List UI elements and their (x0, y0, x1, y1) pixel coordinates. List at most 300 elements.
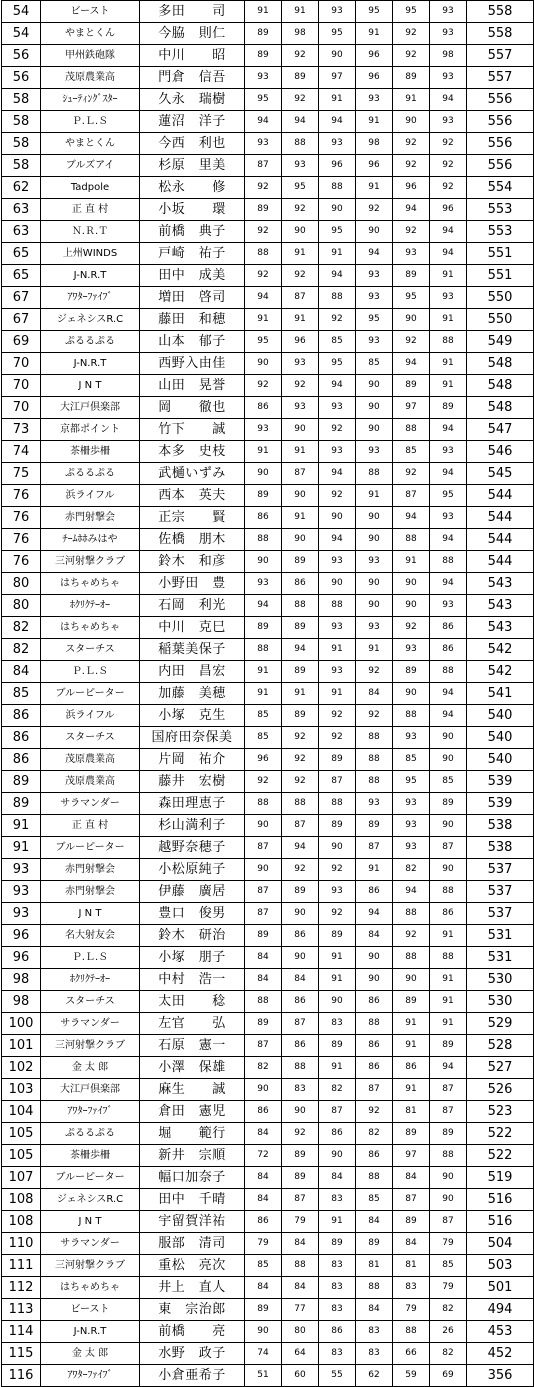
shooter-name-cell: 西本 英夫 (140, 485, 245, 507)
team-cell: Ｐ.Ｌ.Ｓ (41, 947, 140, 969)
score-cell: 64 (282, 1343, 319, 1365)
score-cell: 80 (282, 1321, 319, 1343)
score-cell: 92 (430, 155, 467, 177)
score-cell: 26 (430, 1321, 467, 1343)
score-cell: 94 (282, 837, 319, 859)
team-cell: 浜ライフル (41, 705, 140, 727)
score-cell: 84 (319, 1167, 356, 1189)
shooter-name-cell: 西野入由佳 (140, 353, 245, 375)
table-row (2, 1277, 534, 1299)
score-cell: 84 (245, 1167, 282, 1189)
rank-cell: 86 (2, 705, 41, 727)
score-cell: 87 (430, 1079, 467, 1101)
rank-cell: 93 (2, 903, 41, 925)
team-cell: 赤門射撃会 (41, 507, 140, 529)
rank-cell: 105 (2, 1145, 41, 1167)
rank-cell: 70 (2, 353, 41, 375)
score-cell: 83 (356, 1321, 393, 1343)
score-cell: 91 (356, 485, 393, 507)
table-row (2, 155, 534, 177)
table-row (2, 727, 534, 749)
score-cell: 89 (430, 793, 467, 815)
score-cell: 62 (356, 1365, 393, 1387)
team-cell: J-N.R.T (41, 1321, 140, 1343)
score-cell: 91 (282, 243, 319, 265)
score-cell: 84 (245, 969, 282, 991)
team-cell: ｱﾜﾀｰﾌｧｲﾌﾞ (41, 1101, 140, 1123)
total-cell: 550 (467, 287, 534, 309)
shooter-name-cell: 武樋いずみ (140, 463, 245, 485)
rank-cell: 93 (2, 859, 41, 881)
total-cell: 523 (467, 1101, 534, 1123)
rank-cell: 108 (2, 1211, 41, 1233)
score-cell: 82 (245, 1057, 282, 1079)
table-row (2, 551, 534, 573)
team-cell: Ｐ.Ｌ.Ｓ (41, 661, 140, 683)
shooter-name-cell: 門倉 信吾 (140, 67, 245, 89)
score-cell: 86 (430, 903, 467, 925)
score-cell: 93 (245, 573, 282, 595)
table-row (2, 573, 534, 595)
score-cell: 93 (356, 441, 393, 463)
total-cell: 531 (467, 925, 534, 947)
total-cell: 526 (467, 1079, 534, 1101)
rank-cell: 102 (2, 1057, 41, 1079)
total-cell: 545 (467, 463, 534, 485)
score-cell: 88 (319, 287, 356, 309)
score-cell: 90 (319, 507, 356, 529)
team-cell: 茶柵歩柵 (41, 441, 140, 463)
score-cell: 86 (245, 507, 282, 529)
score-cell: 91 (282, 507, 319, 529)
score-cell: 86 (319, 1321, 356, 1343)
team-cell: 大江戸倶楽部 (41, 397, 140, 419)
table-row (2, 1123, 534, 1145)
table-row (2, 661, 534, 683)
score-cell: 93 (430, 595, 467, 617)
score-cell: 93 (430, 287, 467, 309)
shooter-name-cell: 小坂 環 (140, 199, 245, 221)
total-cell: 543 (467, 617, 534, 639)
table-row (2, 1299, 534, 1321)
score-cell: 97 (393, 397, 430, 419)
rank-cell: 65 (2, 243, 41, 265)
total-cell: 543 (467, 573, 534, 595)
team-cell: 三河射撃クラブ (41, 1035, 140, 1057)
score-cell: 87 (245, 155, 282, 177)
score-cell: 88 (319, 177, 356, 199)
rank-cell: 54 (2, 1, 41, 23)
shooter-name-cell: 豊口 俊男 (140, 903, 245, 925)
score-cell: 89 (393, 375, 430, 397)
score-cell: 95 (356, 309, 393, 331)
rank-cell: 73 (2, 419, 41, 441)
score-cell: 90 (393, 309, 430, 331)
rank-cell: 63 (2, 199, 41, 221)
score-cell: 90 (393, 595, 430, 617)
table-row (2, 177, 534, 199)
table-row (2, 1211, 534, 1233)
score-cell: 93 (393, 727, 430, 749)
score-cell: 92 (393, 463, 430, 485)
total-cell: 546 (467, 441, 534, 463)
score-cell: 91 (319, 947, 356, 969)
rank-cell: 67 (2, 309, 41, 331)
team-cell: スターチス (41, 991, 140, 1013)
rank-cell: 67 (2, 287, 41, 309)
team-cell: ブルーピーター (41, 683, 140, 705)
score-cell: 93 (356, 265, 393, 287)
score-cell: 88 (319, 793, 356, 815)
team-cell: Tadpole (41, 177, 140, 199)
score-cell: 96 (282, 331, 319, 353)
shooter-name-cell: 石原 憲一 (140, 1035, 245, 1057)
score-cell: 82 (430, 1343, 467, 1365)
score-cell: 89 (393, 1211, 430, 1233)
score-cell: 90 (319, 199, 356, 221)
score-cell: 84 (356, 1211, 393, 1233)
score-cell: 91 (319, 243, 356, 265)
table-row (2, 353, 534, 375)
table-row (2, 991, 534, 1013)
score-cell: 85 (393, 441, 430, 463)
total-cell: 548 (467, 353, 534, 375)
score-cell: 91 (319, 969, 356, 991)
table-row (2, 529, 534, 551)
score-cell: 90 (430, 749, 467, 771)
score-cell: 92 (282, 859, 319, 881)
score-cell: 97 (393, 1145, 430, 1167)
score-cell: 83 (356, 1343, 393, 1365)
table-row (2, 221, 534, 243)
score-cell: 89 (245, 925, 282, 947)
score-cell: 93 (319, 661, 356, 683)
rank-cell: 76 (2, 529, 41, 551)
team-cell: ﾎｸﾘｸﾃｰｵｰ (41, 595, 140, 617)
score-cell: 92 (245, 221, 282, 243)
team-cell: 名大射友会 (41, 925, 140, 947)
score-cell: 90 (356, 595, 393, 617)
team-cell: ブルズアイ (41, 155, 140, 177)
team-cell: 金 太 郎 (41, 1057, 140, 1079)
shooter-name-cell: 服部 清司 (140, 1233, 245, 1255)
score-cell: 91 (430, 969, 467, 991)
rank-cell: 86 (2, 749, 41, 771)
shooter-name-cell: 前橋 亮 (140, 1321, 245, 1343)
rank-cell: 80 (2, 595, 41, 617)
total-cell: 544 (467, 485, 534, 507)
results-rows (2, 1, 534, 1387)
score-cell: 86 (319, 1123, 356, 1145)
score-cell: 88 (282, 595, 319, 617)
score-cell: 79 (430, 1233, 467, 1255)
score-cell: 83 (319, 1277, 356, 1299)
shooter-name-cell: 新井 宗順 (140, 1145, 245, 1167)
score-cell: 90 (282, 1101, 319, 1123)
score-cell: 89 (282, 67, 319, 89)
score-cell: 91 (319, 639, 356, 661)
total-cell: 504 (467, 1233, 534, 1255)
score-cell: 85 (319, 331, 356, 353)
score-cell: 93 (245, 133, 282, 155)
table-row (2, 595, 534, 617)
score-cell: 96 (356, 67, 393, 89)
team-cell: 茂原農業高 (41, 67, 140, 89)
table-row (2, 419, 534, 441)
score-cell: 92 (245, 177, 282, 199)
score-cell: 86 (356, 1057, 393, 1079)
shooter-name-cell: 鈴木 研治 (140, 925, 245, 947)
score-cell: 92 (319, 903, 356, 925)
rank-cell: 63 (2, 221, 41, 243)
total-cell: 530 (467, 969, 534, 991)
rank-cell: 93 (2, 881, 41, 903)
table-row (2, 1079, 534, 1101)
score-cell: 92 (393, 133, 430, 155)
total-cell: 541 (467, 683, 534, 705)
total-cell: 540 (467, 727, 534, 749)
shooter-name-cell: 多田 司 (140, 1, 245, 23)
rank-cell: 96 (2, 947, 41, 969)
total-cell: 551 (467, 243, 534, 265)
score-cell: 93 (356, 617, 393, 639)
rank-cell: 100 (2, 1013, 41, 1035)
score-cell: 91 (430, 353, 467, 375)
rank-cell: 76 (2, 507, 41, 529)
total-cell: 494 (467, 1299, 534, 1321)
shooter-name-cell: 宇留賀洋祐 (140, 1211, 245, 1233)
rank-cell: 54 (2, 23, 41, 45)
score-cell: 90 (356, 507, 393, 529)
score-cell: 97 (319, 67, 356, 89)
rank-cell: 108 (2, 1189, 41, 1211)
score-cell: 83 (319, 1255, 356, 1277)
table-row (2, 1145, 534, 1167)
table-row (2, 903, 534, 925)
shooter-name-cell: 国府田奈保美 (140, 727, 245, 749)
table-row (2, 1101, 534, 1123)
score-cell: 93 (319, 1, 356, 23)
total-cell: 558 (467, 1, 534, 23)
table-row (2, 947, 534, 969)
shooter-name-cell: 中村 浩一 (140, 969, 245, 991)
team-cell: 金 太 郎 (41, 1343, 140, 1365)
score-cell: 88 (282, 793, 319, 815)
score-cell: 88 (430, 551, 467, 573)
table-row (2, 67, 534, 89)
score-cell: 93 (393, 837, 430, 859)
score-cell: 87 (282, 815, 319, 837)
score-cell: 89 (393, 1123, 430, 1145)
rank-cell: 104 (2, 1101, 41, 1123)
score-cell: 88 (356, 1013, 393, 1035)
score-cell: 91 (245, 1, 282, 23)
score-cell: 91 (430, 991, 467, 1013)
total-cell: 551 (467, 265, 534, 287)
rank-cell: 89 (2, 771, 41, 793)
score-cell: 83 (282, 1079, 319, 1101)
score-cell: 59 (393, 1365, 430, 1387)
total-cell: 452 (467, 1343, 534, 1365)
shooter-name-cell: 太田 稔 (140, 991, 245, 1013)
score-cell: 81 (393, 1101, 430, 1123)
score-cell: 92 (282, 749, 319, 771)
shooter-name-cell: 山田 晃誉 (140, 375, 245, 397)
table-row (2, 1189, 534, 1211)
score-cell: 88 (393, 705, 430, 727)
score-cell: 90 (430, 1189, 467, 1211)
total-cell: 516 (467, 1189, 534, 1211)
shooter-name-cell: 幅口加奈子 (140, 1167, 245, 1189)
score-cell: 92 (393, 617, 430, 639)
team-cell: ジェネシスR.C (41, 1189, 140, 1211)
score-cell: 93 (356, 331, 393, 353)
score-cell: 95 (393, 771, 430, 793)
score-cell: 87 (282, 1189, 319, 1211)
score-cell: 92 (282, 375, 319, 397)
score-cell: 90 (356, 969, 393, 991)
score-cell: 93 (430, 23, 467, 45)
score-cell: 91 (430, 375, 467, 397)
score-cell: 91 (356, 111, 393, 133)
score-cell: 88 (245, 243, 282, 265)
score-cell: 90 (356, 573, 393, 595)
rank-cell: 82 (2, 617, 41, 639)
team-cell: はちゃめちゃ (41, 573, 140, 595)
score-cell: 86 (282, 991, 319, 1013)
table-row (2, 1167, 534, 1189)
score-cell: 94 (356, 243, 393, 265)
shooter-name-cell: 重松 亮次 (140, 1255, 245, 1277)
score-cell: 94 (356, 903, 393, 925)
team-cell: サラマンダー (41, 1233, 140, 1255)
score-cell: 95 (393, 1, 430, 23)
rank-cell: 58 (2, 155, 41, 177)
score-cell: 91 (356, 23, 393, 45)
team-cell: ｼｭｰﾃｨﾝｸﾞｽﾀｰ (41, 89, 140, 111)
score-cell: 93 (319, 441, 356, 463)
rank-cell: 76 (2, 551, 41, 573)
score-cell: 86 (282, 573, 319, 595)
score-cell: 82 (319, 1079, 356, 1101)
rank-cell: 58 (2, 111, 41, 133)
rank-cell: 113 (2, 1299, 41, 1321)
team-cell: 浜ライフル (41, 485, 140, 507)
score-cell: 92 (319, 485, 356, 507)
score-cell: 91 (393, 1035, 430, 1057)
shooter-name-cell: 小塚 朋子 (140, 947, 245, 969)
score-cell: 72 (245, 1145, 282, 1167)
table-row (2, 23, 534, 45)
rank-cell: 56 (2, 67, 41, 89)
team-cell: やまとくん (41, 23, 140, 45)
score-cell: 96 (245, 749, 282, 771)
rank-cell: 80 (2, 573, 41, 595)
score-cell: 89 (319, 1233, 356, 1255)
score-cell: 84 (282, 1233, 319, 1255)
score-cell: 89 (319, 1035, 356, 1057)
score-cell: 90 (319, 837, 356, 859)
score-cell: 83 (393, 1277, 430, 1299)
score-cell: 91 (356, 859, 393, 881)
score-cell: 91 (430, 309, 467, 331)
score-cell: 84 (245, 1123, 282, 1145)
score-cell: 92 (282, 727, 319, 749)
score-cell: 84 (245, 1277, 282, 1299)
score-cell: 91 (356, 639, 393, 661)
team-cell: はちゃめちゃ (41, 617, 140, 639)
score-cell: 94 (393, 353, 430, 375)
score-cell: 85 (356, 1189, 393, 1211)
score-cell: 95 (282, 177, 319, 199)
score-cell: 87 (282, 463, 319, 485)
score-cell: 93 (356, 793, 393, 815)
score-cell: 95 (319, 23, 356, 45)
table-row (2, 969, 534, 991)
total-cell: 537 (467, 903, 534, 925)
score-cell: 88 (430, 331, 467, 353)
score-cell: 88 (356, 727, 393, 749)
rank-cell: 112 (2, 1277, 41, 1299)
score-cell: 88 (430, 881, 467, 903)
score-cell: 88 (356, 1167, 393, 1189)
score-cell: 89 (282, 551, 319, 573)
score-cell: 90 (282, 903, 319, 925)
score-cell: 93 (393, 793, 430, 815)
score-cell: 96 (356, 155, 393, 177)
score-cell: 92 (245, 265, 282, 287)
shooter-name-cell: 今脇 則仁 (140, 23, 245, 45)
score-cell: 90 (319, 991, 356, 1013)
score-cell: 86 (356, 1035, 393, 1057)
team-cell: ﾁｰﾑﾎﾎみはや (41, 529, 140, 551)
shooter-name-cell: 増田 啓司 (140, 287, 245, 309)
rank-cell: 86 (2, 727, 41, 749)
score-cell: 94 (430, 573, 467, 595)
shooter-name-cell: 中川 克巳 (140, 617, 245, 639)
score-cell: 94 (430, 243, 467, 265)
total-cell: 556 (467, 133, 534, 155)
score-cell: 90 (356, 397, 393, 419)
score-cell: 87 (393, 1189, 430, 1211)
rank-cell: 74 (2, 441, 41, 463)
score-cell: 94 (393, 507, 430, 529)
score-cell: 89 (282, 1167, 319, 1189)
score-cell: 79 (282, 1211, 319, 1233)
table-row (2, 507, 534, 529)
team-cell: 大江戸倶楽部 (41, 1079, 140, 1101)
table-row (2, 287, 534, 309)
score-cell: 79 (430, 1277, 467, 1299)
score-cell: 94 (430, 683, 467, 705)
table-row (2, 881, 534, 903)
score-cell: 90 (430, 1167, 467, 1189)
score-cell: 95 (430, 485, 467, 507)
table-row (2, 243, 534, 265)
score-cell: 93 (430, 441, 467, 463)
score-cell: 88 (393, 529, 430, 551)
rank-cell: 98 (2, 991, 41, 1013)
rank-cell: 105 (2, 1123, 41, 1145)
score-cell: 92 (430, 177, 467, 199)
score-cell: 91 (393, 1013, 430, 1035)
total-cell: 522 (467, 1123, 534, 1145)
team-cell: ｱﾜﾀｰﾌｧｲﾌﾞ (41, 287, 140, 309)
shooter-name-cell: 小塚 克生 (140, 705, 245, 727)
score-cell: 81 (356, 1255, 393, 1277)
score-cell: 94 (430, 221, 467, 243)
total-cell: 540 (467, 705, 534, 727)
